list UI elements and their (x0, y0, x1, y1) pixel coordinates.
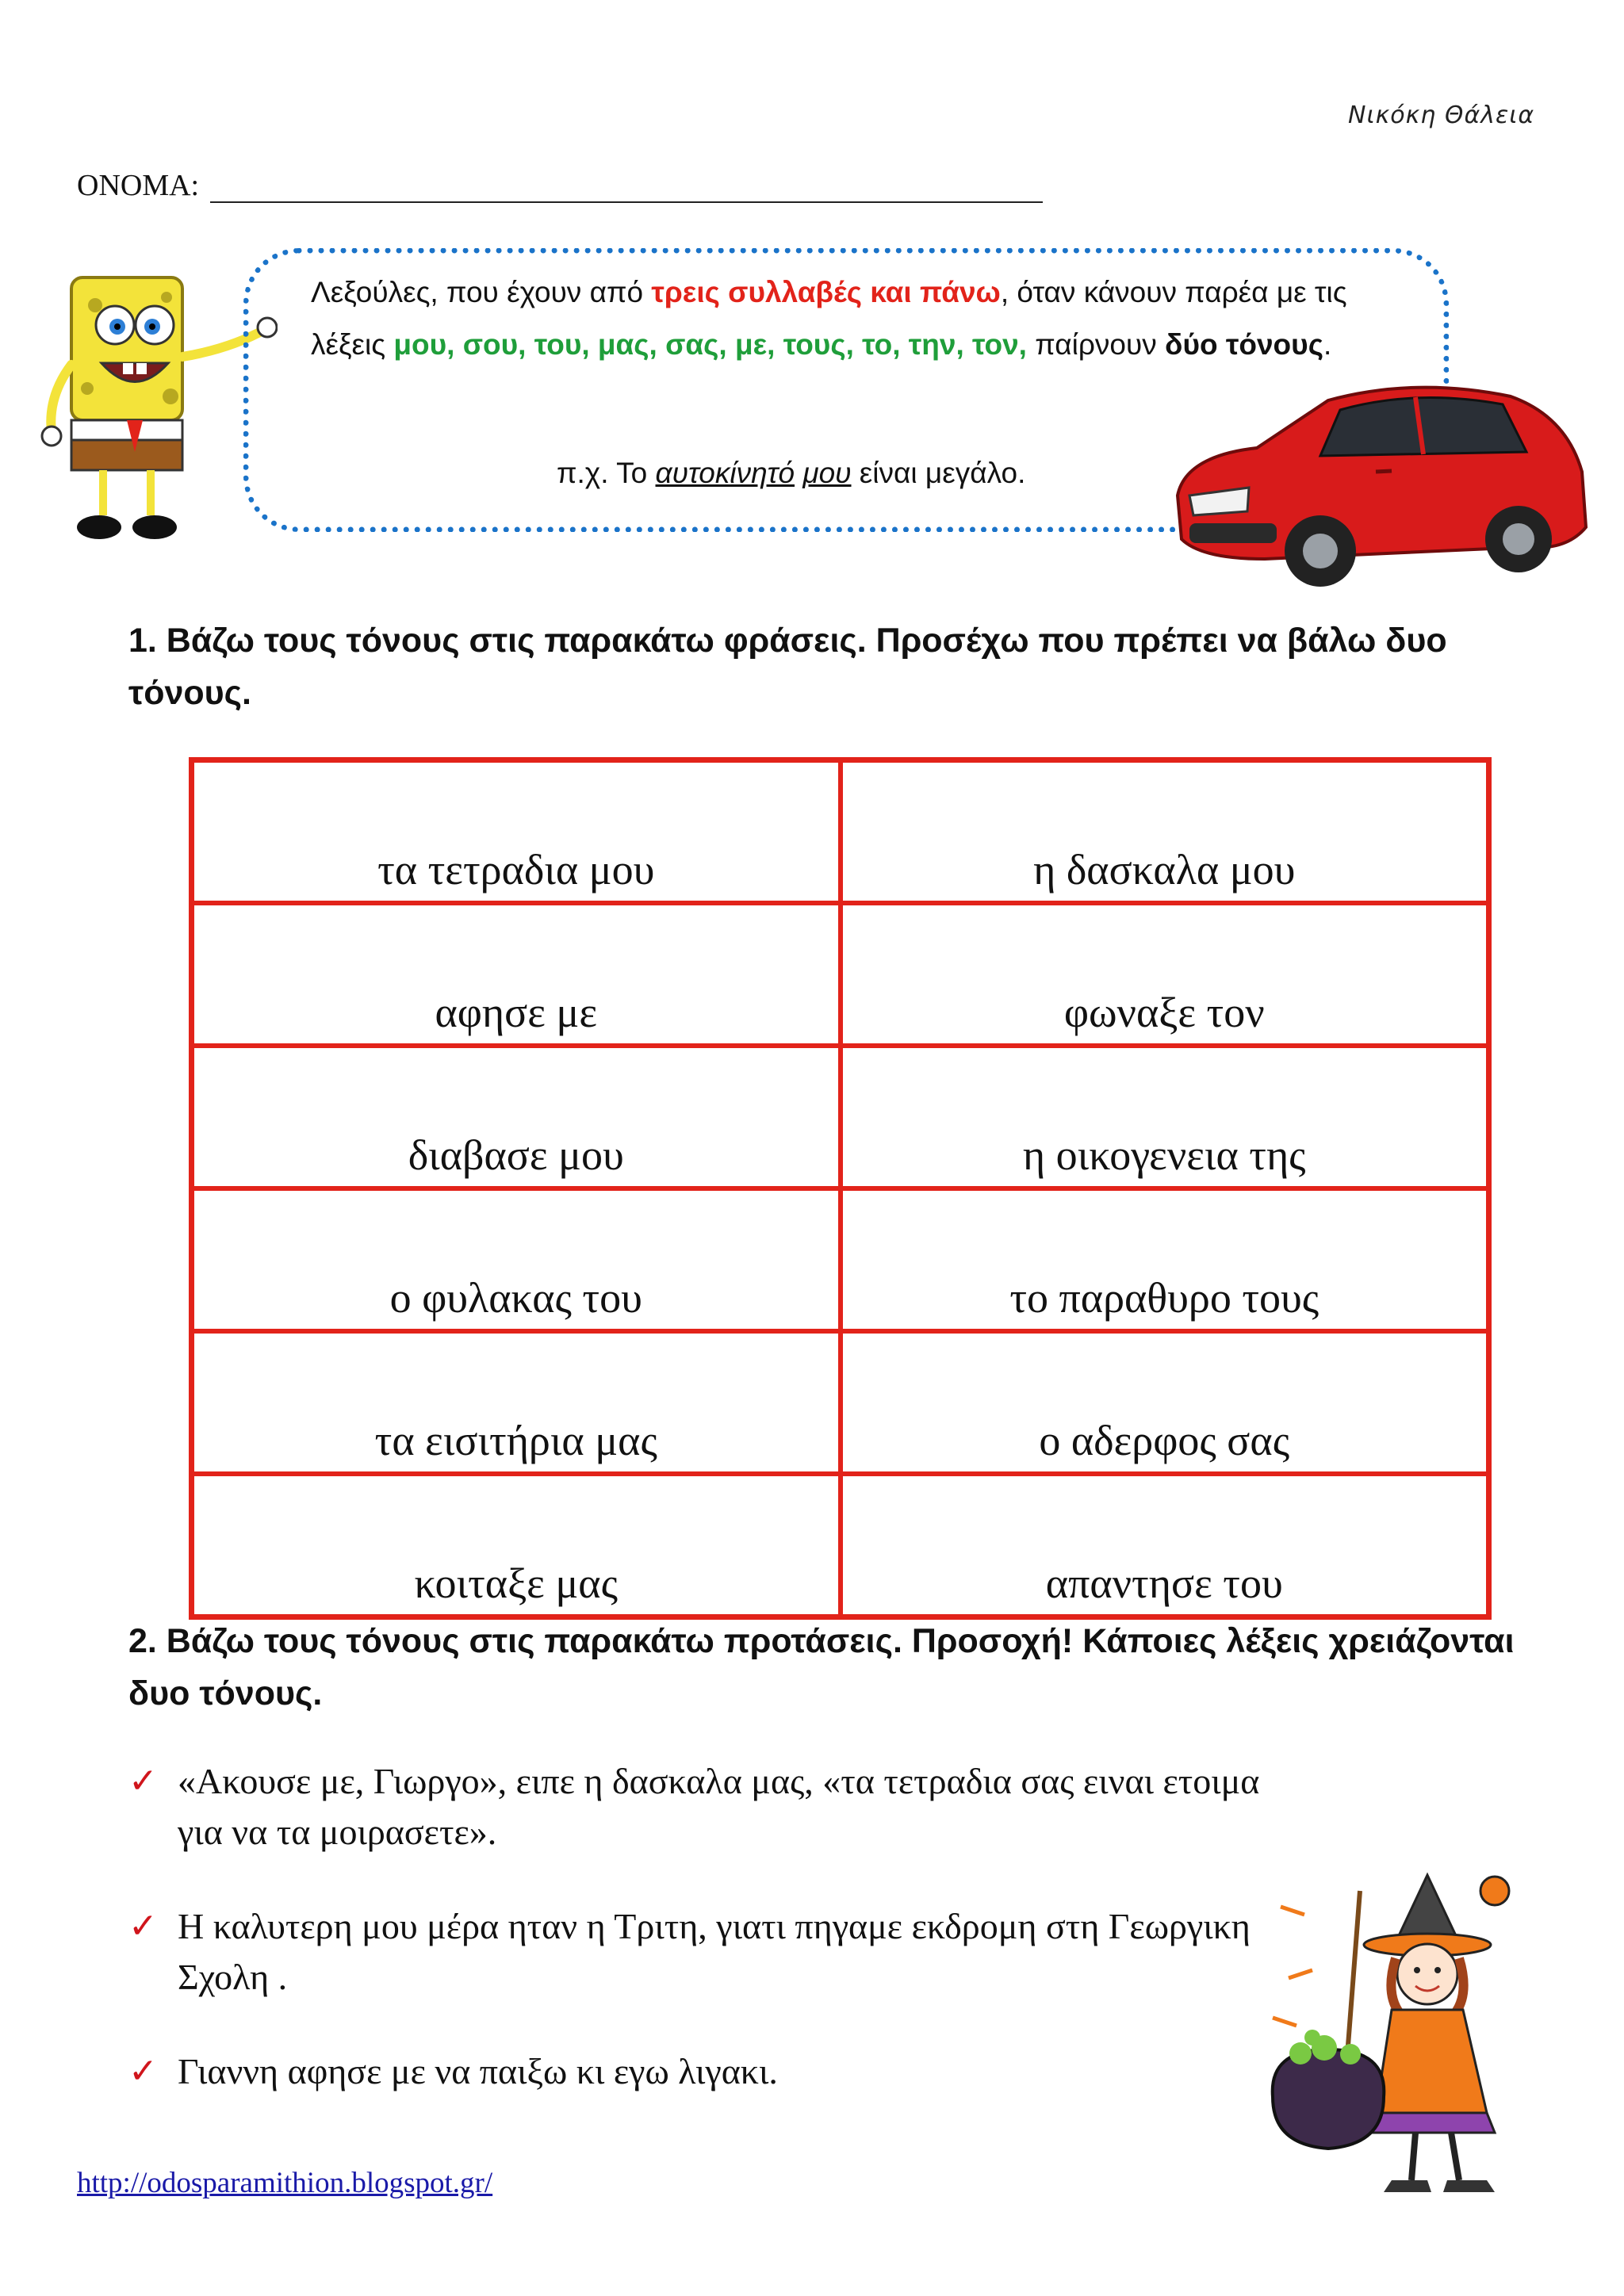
rule-highlight-two-accents: δύο τόνους (1165, 328, 1323, 361)
check-icon: ✓ (128, 1906, 158, 1946)
phrase-cell[interactable]: ο φυλακας του (192, 1188, 841, 1331)
exercise1-heading: 1. Βάζω τους τόνους στις παρακάτω φράσεις. Προσέχω που πρέπει να βάλω δυο τόνους. (128, 622, 1447, 712)
rule-text-part: , όταν κάνουν παρέα με τις λέξεις (311, 276, 1347, 361)
table-row (192, 1474, 1489, 1617)
phrase-cell[interactable]: κοιταξε μας (192, 1474, 841, 1617)
phrase-cell[interactable]: ο αδερφος σας (841, 1331, 1489, 1474)
example-suffix: είναι μεγάλο. (851, 457, 1026, 489)
phrase-cell[interactable]: η οικογενεια της (841, 1046, 1489, 1188)
table-row (192, 1046, 1489, 1188)
name-blank-line[interactable] (210, 178, 1043, 203)
check-icon: ✓ (128, 1761, 158, 1801)
rule-text-part: παίρνουν (1026, 328, 1166, 361)
list-item (128, 1756, 1278, 1858)
rule-example (557, 457, 1025, 490)
name-field (77, 168, 1043, 203)
rule-highlight-syllables: τρεις συλλαβές και πάνω (651, 276, 1001, 308)
table-row (192, 1188, 1489, 1331)
list-item (128, 2046, 1278, 2097)
rule-highlight-pronouns: μου, σου, του, μας, σας, με, τους, το, την, τον, (393, 328, 1027, 361)
example-word-my: μου (802, 457, 852, 489)
check-icon: ✓ (128, 2051, 158, 2091)
sentence-list (128, 1756, 1278, 2141)
author-signature: Νικόκη Θάλεια (1348, 101, 1535, 129)
phrase-cell[interactable]: η δασκαλα μου (841, 760, 1489, 904)
exercise2-heading: 2. Βάζω τους τόνους στις παρακάτω προτάσεις. Προσοχή! Κάποιες λέξεις χρειάζονται δυο τόνους. (128, 1622, 1515, 1712)
phrases-table (189, 757, 1492, 1620)
rule-text-part: . (1323, 328, 1332, 361)
sentence-text[interactable]: Η καλυτερη μου μέρα ηταν η Τριτη, γιατι πηγαμε εκδρομη στη Γεωργικη Σχολη . (178, 1906, 1251, 1997)
phrase-cell[interactable]: τα τετραδια μου (192, 760, 841, 904)
phrase-cell[interactable]: διαβασε μου (192, 1046, 841, 1188)
phrase-cell[interactable]: τα εισιτήρια μας (192, 1331, 841, 1474)
phrase-cell[interactable]: το παραθυρο τους (841, 1188, 1489, 1331)
phrase-cell[interactable]: αφησε με (192, 903, 841, 1046)
sentence-text[interactable]: «Ακουσε με, Γιωργο», ειπε η δασκαλα μας, «τα τετραδια σας ειναι ετοιμα για να τα μοιρασετε». (178, 1761, 1260, 1852)
list-item (128, 1901, 1278, 2003)
example-space (795, 457, 802, 489)
table-row (192, 1331, 1489, 1474)
rule-text-part: Λεξούλες, που έχουν από (311, 276, 652, 308)
phrase-cell[interactable]: απαντησε του (841, 1474, 1489, 1617)
blog-link[interactable]: http://odosparamithion.blogspot.gr/ (77, 2167, 493, 2199)
red-car-icon (1154, 361, 1598, 599)
example-prefix: π.χ. Το (557, 457, 656, 489)
sentence-text[interactable]: Γιαννη αφησε με να παιξω κι εγω λιγακι. (178, 2051, 778, 2091)
table-row (192, 760, 1489, 904)
rule-text (311, 266, 1397, 371)
witch-cauldron-icon (1257, 1859, 1550, 2208)
sponge-character-icon (40, 262, 278, 547)
name-label: ΟΝΟΜΑ: (77, 169, 200, 202)
phrase-cell[interactable]: φωναξε τον (841, 903, 1489, 1046)
example-word-car: αυτοκίνητό (655, 457, 795, 489)
table-row (192, 903, 1489, 1046)
